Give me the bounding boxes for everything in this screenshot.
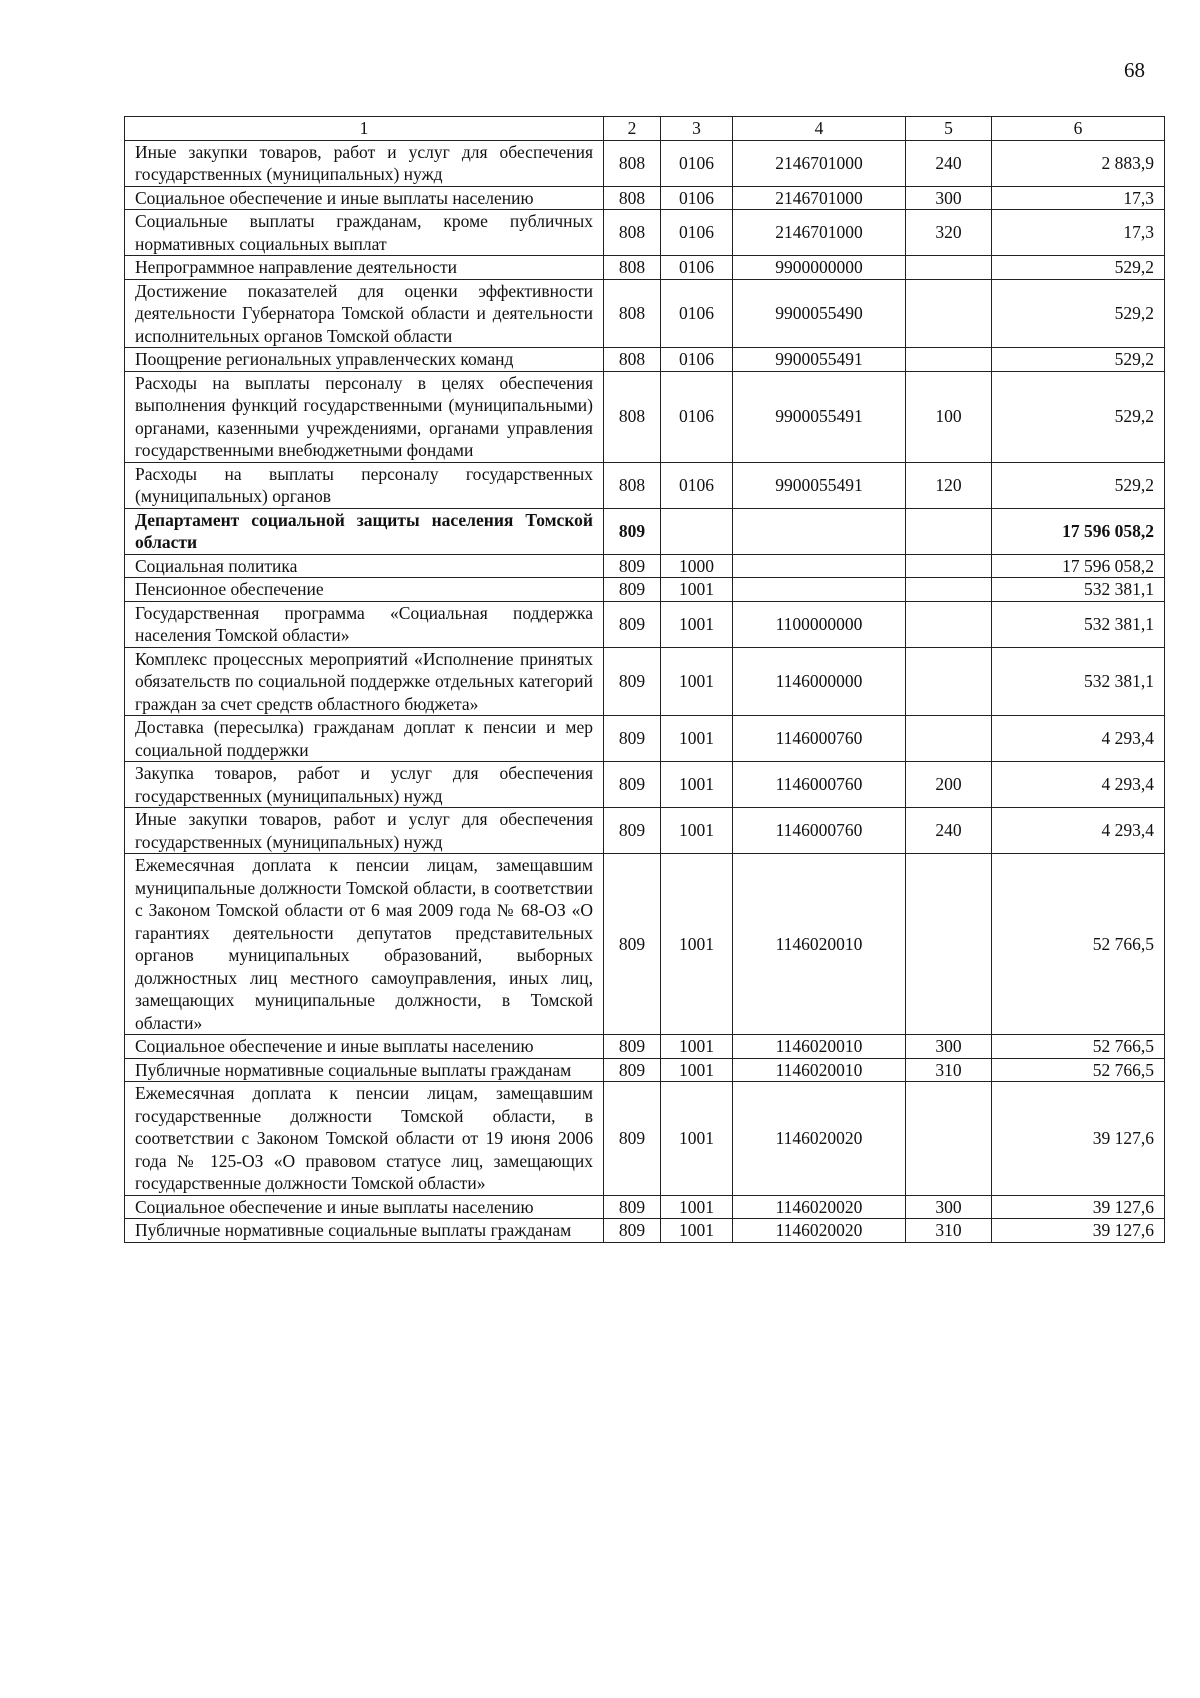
row-name-cell: Департамент социальной защиты населения Томской области <box>125 508 604 554</box>
row-section-cell: 1001 <box>661 1195 733 1219</box>
row-section-cell: 1001 <box>661 808 733 854</box>
page-number: 68 <box>1124 58 1145 82</box>
header-row <box>125 117 1165 141</box>
row-name-cell: Публичные нормативные социальные выплаты гражданам <box>125 1058 604 1082</box>
row-grbs-cell: 808 <box>604 348 661 372</box>
row-sum-cell: 532 381,1 <box>992 601 1165 647</box>
row-type-cell <box>906 716 992 762</box>
row-section-cell: 0106 <box>661 186 733 210</box>
row-sum-cell: 532 381,1 <box>992 578 1165 602</box>
row-name-cell: Иные закупки товаров, работ и услуг для обеспечения государственных (муниципальных) нужд <box>125 140 604 186</box>
row-sum-cell: 39 127,6 <box>992 1082 1165 1196</box>
row-sum-cell: 529,2 <box>992 256 1165 280</box>
row-section-cell: 1001 <box>661 1082 733 1196</box>
row-type-cell: 310 <box>906 1219 992 1243</box>
table-row <box>125 578 1165 602</box>
row-name-cell: Пенсионное обеспечение <box>125 578 604 602</box>
row-grbs-cell: 809 <box>604 1195 661 1219</box>
row-article-cell: 2146701000 <box>733 186 906 210</box>
row-sum-cell: 52 766,5 <box>992 1035 1165 1059</box>
row-article-cell: 9900055490 <box>733 279 906 348</box>
row-grbs-cell: 809 <box>604 854 661 1035</box>
row-type-cell: 300 <box>906 186 992 210</box>
row-name-cell: Социальное обеспечение и иные выплаты населению <box>125 1195 604 1219</box>
header-cell-section: 3 <box>661 117 733 141</box>
row-article-cell <box>733 578 906 602</box>
table-row <box>125 279 1165 348</box>
row-section-cell: 0106 <box>661 140 733 186</box>
row-type-cell: 300 <box>906 1195 992 1219</box>
table-row <box>125 716 1165 762</box>
row-article-cell: 2146701000 <box>733 140 906 186</box>
row-article-cell: 9900000000 <box>733 256 906 280</box>
row-article-cell: 1146020010 <box>733 1035 906 1059</box>
row-article-cell: 1146020020 <box>733 1082 906 1196</box>
row-name-cell: Ежемесячная доплата к пенсии лицам, замещавшим государственные должности Томской области, в соответствии с Законом Томской области от 19 июня 2006 года № 125-ОЗ «О правовом статусе лиц, замещающих государственные должности Томской области» <box>125 1082 604 1196</box>
table-row <box>125 1195 1165 1219</box>
row-name-cell: Ежемесячная доплата к пенсии лицам, замещавшим муниципальные должности Томской области, в соответствии с Законом Томской области от 6 мая 2009 года № 68-ОЗ «О гарантиях деятельности депутатов представительных органов муниципальных образований, выборных должностных лиц местного самоуправления, иных лиц, замещающих муниципальные должности, в Томской области» <box>125 854 604 1035</box>
row-name-cell: Расходы на выплаты персоналу государственных (муниципальных) органов <box>125 462 604 508</box>
row-article-cell: 9900055491 <box>733 371 906 462</box>
table-row <box>125 256 1165 280</box>
row-sum-cell: 529,2 <box>992 462 1165 508</box>
row-sum-cell: 52 766,5 <box>992 854 1165 1035</box>
row-article-cell: 1146000760 <box>733 808 906 854</box>
row-grbs-cell: 809 <box>604 1058 661 1082</box>
row-type-cell <box>906 348 992 372</box>
row-article-cell: 9900055491 <box>733 462 906 508</box>
budget-table <box>124 116 1165 1243</box>
row-article-cell: 1100000000 <box>733 601 906 647</box>
row-type-cell <box>906 554 992 578</box>
header-cell-name: 1 <box>125 117 604 141</box>
table-row <box>125 1035 1165 1059</box>
row-sum-cell: 4 293,4 <box>992 808 1165 854</box>
row-section-cell: 1001 <box>661 854 733 1035</box>
row-name-cell: Социальные выплаты гражданам, кроме публичных нормативных социальных выплат <box>125 210 604 256</box>
row-article-cell: 9900055491 <box>733 348 906 372</box>
table-row <box>125 508 1165 554</box>
table-row <box>125 371 1165 462</box>
row-sum-cell: 52 766,5 <box>992 1058 1165 1082</box>
row-sum-cell: 17,3 <box>992 210 1165 256</box>
row-section-cell: 0106 <box>661 210 733 256</box>
table-row <box>125 462 1165 508</box>
row-sum-cell: 39 127,6 <box>992 1195 1165 1219</box>
row-type-cell: 120 <box>906 462 992 508</box>
row-section-cell: 0106 <box>661 348 733 372</box>
table-row <box>125 762 1165 808</box>
row-name-cell: Доставка (пересылка) гражданам доплат к пенсии и мер социальной поддержки <box>125 716 604 762</box>
table-row <box>125 186 1165 210</box>
row-section-cell: 1001 <box>661 1219 733 1243</box>
row-section-cell: 0106 <box>661 371 733 462</box>
row-type-cell: 320 <box>906 210 992 256</box>
row-sum-cell: 39 127,6 <box>992 1219 1165 1243</box>
row-article-cell <box>733 554 906 578</box>
row-name-cell: Комплекс процессных мероприятий «Исполнение принятых обязательств по социальной поддержке отдельных категорий граждан за счет средств областного бюджета» <box>125 647 604 716</box>
row-article-cell: 1146000000 <box>733 647 906 716</box>
table-row <box>125 808 1165 854</box>
row-section-cell: 1001 <box>661 762 733 808</box>
row-grbs-cell: 808 <box>604 256 661 280</box>
row-name-cell: Достижение показателей для оценки эффективности деятельности Губернатора Томской области и деятельности исполнительных органов Томской области <box>125 279 604 348</box>
row-grbs-cell: 809 <box>604 808 661 854</box>
row-name-cell: Закупка товаров, работ и услуг для обеспечения государственных (муниципальных) нужд <box>125 762 604 808</box>
row-grbs-cell: 809 <box>604 601 661 647</box>
row-sum-cell: 532 381,1 <box>992 647 1165 716</box>
row-grbs-cell: 808 <box>604 371 661 462</box>
row-article-cell: 2146701000 <box>733 210 906 256</box>
table-row <box>125 1058 1165 1082</box>
table-row <box>125 210 1165 256</box>
row-section-cell: 1001 <box>661 716 733 762</box>
row-type-cell: 100 <box>906 371 992 462</box>
row-type-cell <box>906 279 992 348</box>
row-type-cell: 240 <box>906 140 992 186</box>
row-grbs-cell: 808 <box>604 462 661 508</box>
row-sum-cell: 529,2 <box>992 348 1165 372</box>
row-grbs-cell: 808 <box>604 210 661 256</box>
row-name-cell: Расходы на выплаты персоналу в целях обеспечения выполнения функций государственными (муниципальными) органами, казенными учреждениями, органами управления государственными внебюджетными фондами <box>125 371 604 462</box>
row-type-cell: 310 <box>906 1058 992 1082</box>
row-type-cell <box>906 1082 992 1196</box>
row-name-cell: Социальное обеспечение и иные выплаты населению <box>125 186 604 210</box>
row-name-cell: Непрограммное направление деятельности <box>125 256 604 280</box>
table-row <box>125 647 1165 716</box>
row-section-cell: 0106 <box>661 462 733 508</box>
row-type-cell <box>906 578 992 602</box>
row-sum-cell: 529,2 <box>992 279 1165 348</box>
row-type-cell <box>906 601 992 647</box>
table-row <box>125 1219 1165 1243</box>
table-row <box>125 348 1165 372</box>
row-article-cell <box>733 508 906 554</box>
row-section-cell: 1001 <box>661 601 733 647</box>
row-name-cell: Государственная программа «Социальная поддержка населения Томской области» <box>125 601 604 647</box>
row-type-cell <box>906 508 992 554</box>
row-name-cell: Публичные нормативные социальные выплаты гражданам <box>125 1219 604 1243</box>
row-sum-cell: 17 596 058,2 <box>992 554 1165 578</box>
row-section-cell: 1001 <box>661 1035 733 1059</box>
row-grbs-cell: 809 <box>604 647 661 716</box>
row-grbs-cell: 809 <box>604 1082 661 1196</box>
row-grbs-cell: 808 <box>604 279 661 348</box>
table-row <box>125 601 1165 647</box>
row-sum-cell: 17 596 058,2 <box>992 508 1165 554</box>
row-name-cell: Поощрение региональных управленческих команд <box>125 348 604 372</box>
row-sum-cell: 4 293,4 <box>992 762 1165 808</box>
row-sum-cell: 2 883,9 <box>992 140 1165 186</box>
row-sum-cell: 529,2 <box>992 371 1165 462</box>
row-sum-cell: 17,3 <box>992 186 1165 210</box>
row-article-cell: 1146020020 <box>733 1195 906 1219</box>
table-row <box>125 140 1165 186</box>
row-section-cell: 1001 <box>661 578 733 602</box>
row-name-cell: Иные закупки товаров, работ и услуг для обеспечения государственных (муниципальных) нужд <box>125 808 604 854</box>
row-type-cell: 240 <box>906 808 992 854</box>
row-type-cell: 200 <box>906 762 992 808</box>
row-section-cell: 1001 <box>661 1058 733 1082</box>
row-sum-cell: 4 293,4 <box>992 716 1165 762</box>
row-grbs-cell: 809 <box>604 508 661 554</box>
row-grbs-cell: 809 <box>604 716 661 762</box>
table-body <box>125 140 1165 1242</box>
row-type-cell <box>906 854 992 1035</box>
row-article-cell: 1146000760 <box>733 716 906 762</box>
row-section-cell: 1001 <box>661 647 733 716</box>
row-type-cell: 300 <box>906 1035 992 1059</box>
header-cell-article: 4 <box>733 117 906 141</box>
row-section-cell: 1000 <box>661 554 733 578</box>
row-grbs-cell: 808 <box>604 186 661 210</box>
table-row <box>125 1082 1165 1196</box>
row-grbs-cell: 808 <box>604 140 661 186</box>
header-cell-grbs: 2 <box>604 117 661 141</box>
row-article-cell: 1146020020 <box>733 1219 906 1243</box>
table-row <box>125 854 1165 1035</box>
row-section-cell <box>661 508 733 554</box>
row-type-cell <box>906 256 992 280</box>
row-grbs-cell: 809 <box>604 1035 661 1059</box>
row-article-cell: 1146000760 <box>733 762 906 808</box>
header-cell-sum: 6 <box>992 117 1165 141</box>
row-grbs-cell: 809 <box>604 554 661 578</box>
row-grbs-cell: 809 <box>604 578 661 602</box>
row-name-cell: Социальное обеспечение и иные выплаты населению <box>125 1035 604 1059</box>
row-section-cell: 0106 <box>661 256 733 280</box>
row-name-cell: Социальная политика <box>125 554 604 578</box>
header-cell-type: 5 <box>906 117 992 141</box>
row-article-cell: 1146020010 <box>733 854 906 1035</box>
row-article-cell: 1146020010 <box>733 1058 906 1082</box>
row-type-cell <box>906 647 992 716</box>
row-grbs-cell: 809 <box>604 1219 661 1243</box>
row-section-cell: 0106 <box>661 279 733 348</box>
table-row <box>125 554 1165 578</box>
row-grbs-cell: 809 <box>604 762 661 808</box>
